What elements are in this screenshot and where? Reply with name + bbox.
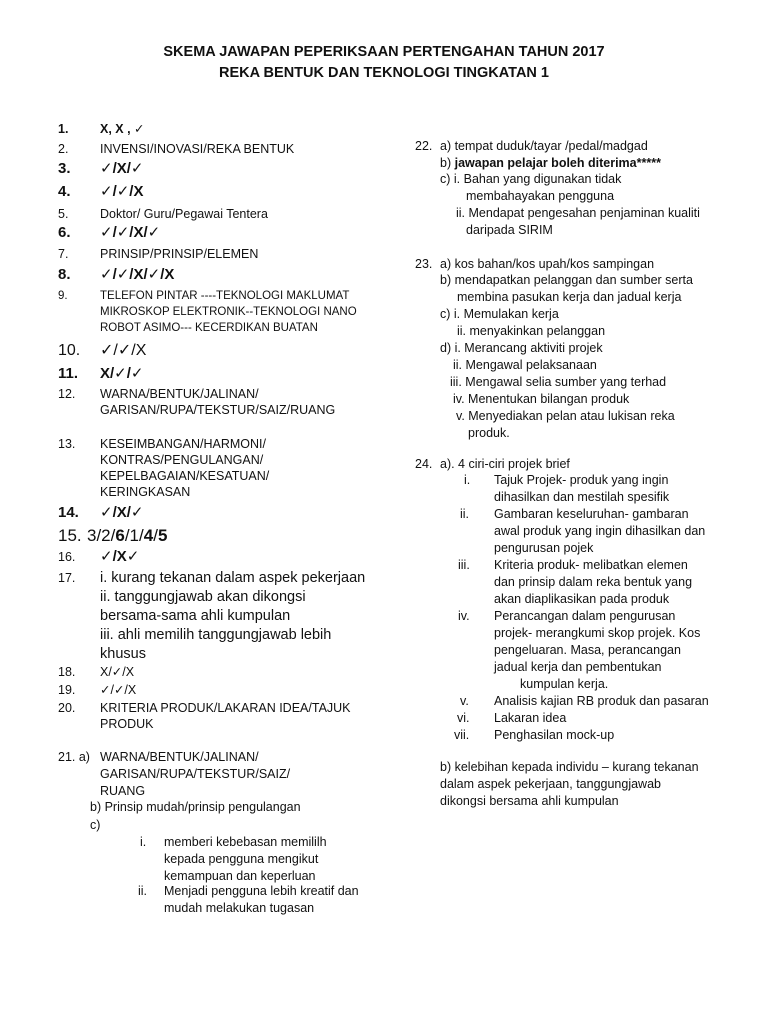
answer: ✓/✓/X/✓/X [100,266,175,283]
question-12 [58,386,336,417]
q-number: 17. [58,571,76,585]
question-23 [415,256,655,272]
answer-line: membina pasukan kerja dan jadual kerja [457,290,682,304]
answer-line: WARNA/BENTUK/JALINAN/ [100,750,259,764]
q-number: 2. [58,142,69,156]
answer: X, X , ✓ [100,122,145,136]
q21-part-c: c) [90,818,101,832]
answer-line: TELEFON PINTAR ----TEKNOLOGI MAKLUMAT [100,290,350,302]
question-5 [58,206,268,222]
q-number: 16. [58,550,76,564]
answer-a: a) tempat duduk/tayar /pedal/madgad [440,139,648,153]
answer-a: a). 4 ciri-ciri projek brief [440,457,570,471]
q-number: 11. [58,365,79,382]
question-3 [58,160,144,177]
question-18 [58,664,135,680]
answer-line: KERINGKASAN [100,485,191,499]
q-number: 19. [58,683,76,697]
answer: ✓/X/✓ [100,504,144,521]
q-number: 14. [58,504,79,521]
answer-line: kemampuan dan keperluan [164,869,316,883]
q-number: 4. [58,183,71,200]
answer-line: khusus [100,646,146,662]
q-number: 20. [58,701,76,715]
q-number: 24. [415,457,433,471]
answer-line: RUANG [100,784,146,798]
answer: PRINSIP/PRINSIP/ELEMEN [100,247,259,261]
answer: ✓/✓/X [100,342,147,359]
answer: INVENSI/INOVASI/REKA BENTUK [100,142,295,156]
answer: Doktor/ Guru/Pegawai Tentera [100,207,268,221]
question-21 [58,749,291,798]
answer: 3/2/6/1/4/5 [87,526,168,545]
answer: X/✓/X [100,665,135,679]
list-item: vi. Lakaran idea [457,711,567,725]
question-1 [58,121,145,137]
answer-line: membahayakan pengguna [466,189,615,203]
q-number: 12. [58,387,76,401]
q-number: 8. [58,266,71,283]
answer-line: KESEIMBANGAN/HARMONI/ [100,437,266,451]
list-item: v. Analisis kajian RB produk dan pasaran [460,694,709,708]
question-6 [58,224,161,241]
answer-line: b) mendapatkan pelanggan dan sumber serta [440,273,693,287]
item-number: ii. [138,884,148,898]
answer-line: produk. [468,426,510,440]
answer-line: kepada pengguna mengikut [164,852,319,866]
q-number: 9. [58,290,68,302]
question-19 [58,682,137,698]
answer-line: v. Menyediakan pelan atau lukisan reka [456,409,675,423]
question-13 [58,436,270,499]
answer-line: bersama-sama ahli kumpulan [100,608,291,624]
question-4 [58,183,144,200]
q24-items [440,472,740,744]
answer: ✓/X✓ [100,548,140,565]
q-number: 1. [58,122,69,136]
answer-line: iv. Menentukan bilangan produk [453,392,630,406]
answer-line: ii. Mendapat pengesahan penjaminan kualiti [456,206,700,220]
question-11 [58,365,144,382]
answer-line: MIKROSKOP ELEKTRONIK--TEKNOLOGI NANO [100,306,357,318]
question-20 [58,700,351,731]
q-number: 23. [415,257,433,271]
answer-a: a) kos bahan/kos upah/kos sampingan [440,257,655,271]
question-9 [58,288,357,334]
q22-part-b: b) jawapan pelajar boleh diterima***** [440,156,661,170]
question-22 [415,138,648,154]
question-17 [58,570,366,662]
answer-line: c) i. Memulakan kerja [440,307,559,321]
answer-line: mudah melakukan tugasan [164,901,315,915]
answer: X/✓/✓ [100,365,144,382]
answer: ✓/✓/X/✓ [100,224,161,241]
answer-line: GARISAN/RUPA/TEKSTUR/SAIZ/ [100,767,291,781]
q23-parts [440,272,693,442]
answer-line: iii. ahli memilih tanggungjawab lebih [100,627,332,643]
answer-line: PRODUK [100,717,154,731]
q-number: 7. [58,247,69,261]
q-number: 3. [58,160,71,177]
list-item: iii. Kriteria produk- melibatkan elemen dan prinsip dalam reka bentuk yang akan diaplikasikan pada produk [458,558,693,606]
page-subtitle: REKA BENTUK DAN TEKNOLOGI TINGKATAN 1 [218,65,549,81]
question-15 [58,526,168,545]
q-number: 5. [58,207,69,221]
q-number: 15. [58,526,82,545]
q-number: 10. [58,342,81,359]
answer-line: dikongsi bersama ahli kumpulan [440,794,619,808]
answer: ✓/X/✓ [100,160,144,177]
question-7 [58,246,259,262]
q21-c-item-i [140,834,327,883]
answer: ✓/✓/X [100,683,137,697]
answer-line: ROBOT ASIMO--- KECERDIKAN BUATAN [100,322,318,334]
list-item: i. Tajuk Projek- produk yang ingin dihasilkan dan mestilah spesifik [464,473,670,504]
item-number: i. [140,835,147,849]
answer-line: ii. Mengawal pelaksanaan [453,358,597,372]
q-number: 13. [58,437,76,451]
list-item: vii. Penghasilan mock-up [454,728,615,742]
q-number: 22. [415,139,433,153]
q22-part-c [440,171,700,239]
q-number: 6. [58,224,71,241]
answer-line: KONTRAS/PENGULANGAN/ [100,453,264,467]
answer-line: d) i. Merancang aktiviti projek [440,341,603,355]
answer-line: GARISAN/RUPA/TEKSTUR/SAIZ/RUANG [100,403,336,417]
list-item: iv. Perancangan dalam pengurusan projek- merangkumi skop projek. Kos pengeluaran. Masa, perancangan jadual kerja dan pembentukan kumpulan kerja. [458,609,701,691]
q-number: 18. [58,665,76,679]
question-24 [415,456,570,472]
answer-line: KEPELBAGAIAN/KESATUAN/ [100,469,270,483]
answer-line: WARNA/BENTUK/JALINAN/ [100,387,259,401]
answer: ✓/✓/X [100,183,144,200]
question-14 [58,504,144,521]
q21-c-item-ii [138,883,359,915]
question-8 [58,266,175,283]
question-2 [58,141,295,157]
answer-line: ii. tanggungjawab akan dikongsi [100,589,306,605]
answer-line: iii. Mengawal selia sumber yang terhad [450,375,667,389]
page-title: SKEMA JAWAPAN PEPERIKSAAN PERTENGAHAN TAHUN 2017 [163,44,605,60]
q21-part-b: b) Prinsip mudah/prinsip pengulangan [90,800,301,814]
question-10 [58,342,147,359]
answer-line: Menjadi pengguna lebih kreatif dan [164,884,359,898]
answer-line: memberi kebebasan memililh [164,835,327,849]
q24-part-b [440,759,699,810]
answer-line: KRITERIA PRODUK/LAKARAN IDEA/TAJUK [100,701,351,715]
list-item: ii. Gambaran keseluruhan- gambaran awal produk yang ingin dihasilkan dan pengurusan pojek [460,507,706,555]
answer-line: daripada SIRIM [466,223,553,237]
question-16 [58,548,140,565]
q-number: 21. a) [58,750,90,764]
answer-line: b) kelebihan kepada individu – kurang tekanan [440,760,699,774]
answer-line: ii. menyakinkan pelanggan [457,324,606,338]
answer-line: dalam aspek pekerjaan, tanggungjawab [440,777,661,791]
answer-line: i. kurang tekanan dalam aspek pekerjaan [100,570,366,586]
answer-line: c) i. Bahan yang digunakan tidak [440,172,622,186]
